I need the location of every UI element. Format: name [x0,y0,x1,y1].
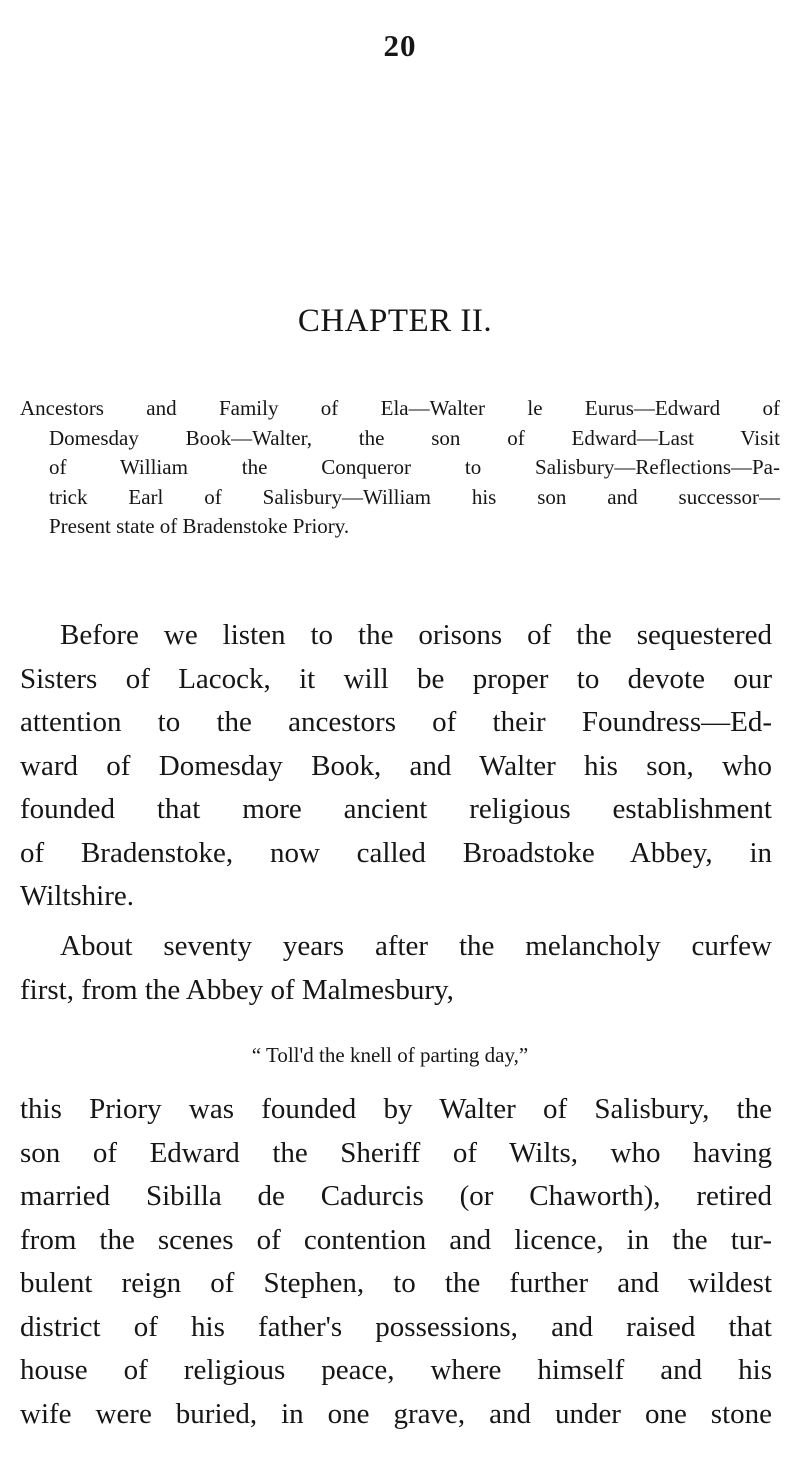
text-line: this Priory was founded by Walter of Salisbury, the [20,1093,772,1125]
summary-line: trick Earl of Salisbury—William his son and successor— [49,484,780,509]
text-line: wife were buried, in one grave, and under one stone [20,1397,772,1430]
paragraph-1 [20,614,772,919]
summary-line: Ancestors and Family of Ela—Walter le Eurus—Edward of [20,396,780,420]
text-line: district of his father's possessions, and raised that [20,1310,772,1343]
summary-line: Domesday Book—Walter, the son of Edward—Last Visit [49,425,780,450]
paragraph-2 [20,925,772,1012]
text-line: bulent reign of Stephen, to the further and wildest [20,1267,772,1299]
text-line: Before we listen to the orisons of the sequestered [60,619,772,651]
text-line: first, from the Abbey of Malmesbury, [20,973,454,1006]
text-line: attention to the ancestors of their Foundress—Ed- [20,706,772,738]
text-line: from the scenes of contention and licence, in the tur- [20,1223,772,1256]
text-line: son of Edward the Sheriff of Wilts, who having [20,1136,772,1169]
verse-quote: “ Toll'd the knell of parting day,” [251,1043,529,1067]
page-number: 20 [383,28,417,63]
paragraph-3 [20,1088,772,1436]
text-line: Sisters of Lacock, it will be proper to devote our [20,662,772,695]
summary-line: Present state of Bradenstoke Priory. [49,514,350,538]
text-line: of Bradenstoke, now called Broadstoke Abbey, in [20,836,772,869]
summary-line: of William the Conqueror to Salisbury—Reflections—Pa- [49,455,780,479]
text-line: founded that more ancient religious establishment [20,793,772,825]
text-line: Wiltshire. [20,880,135,912]
text-line: house of religious peace, where himself and his [20,1354,772,1386]
chapter-summary [20,394,780,542]
chapter-title: CHAPTER II. [297,303,493,339]
text-line: ward of Domesday Book, and Walter his son, who [20,749,772,782]
text-line: About seventy years after the melancholy curfew [60,930,772,962]
text-line: married Sibilla de Cadurcis (or Chaworth), retired [20,1180,772,1212]
